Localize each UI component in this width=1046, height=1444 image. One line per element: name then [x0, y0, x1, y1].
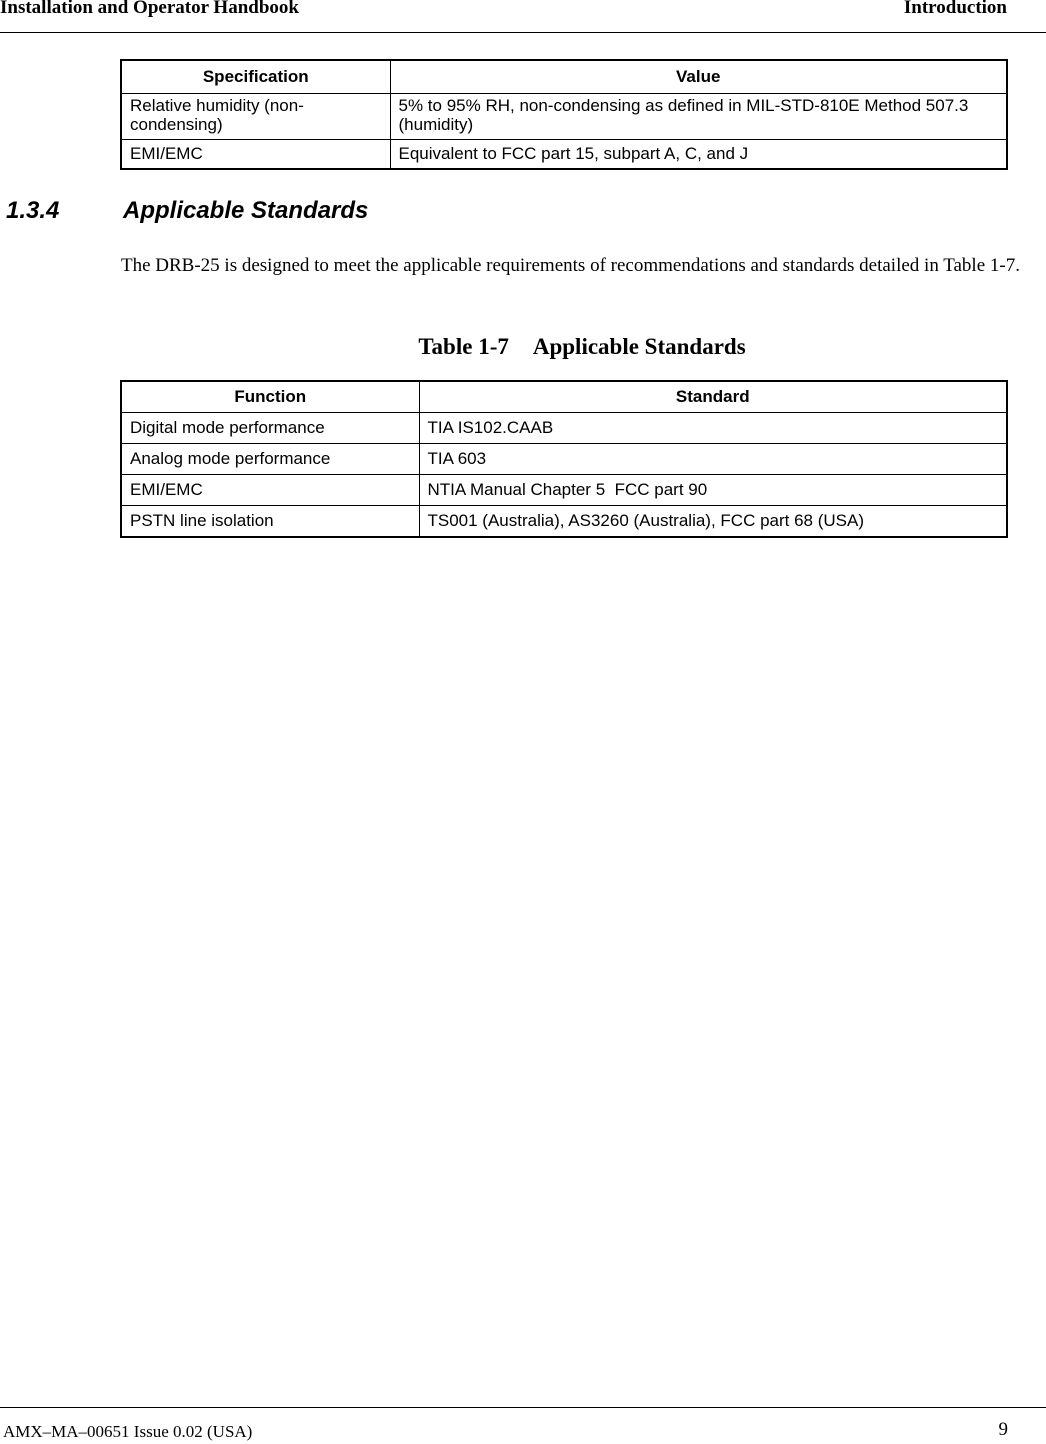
table-cell: Analog mode performance — [121, 444, 419, 475]
table-row — [121, 475, 1007, 506]
page-footer — [0, 1407, 1046, 1444]
table-row — [121, 94, 1007, 140]
environmental-spec-table — [120, 59, 1008, 170]
table-row — [121, 444, 1007, 475]
table-cell: PSTN line isolation — [121, 506, 419, 538]
table-cell: TIA 603 — [419, 444, 1007, 475]
table-row — [121, 413, 1007, 444]
caption-number: Table 1-7 — [418, 334, 509, 359]
header-chapter-title: Introduction — [903, 0, 1007, 18]
page-header — [0, 0, 1046, 33]
column-header-specification: Specification — [121, 60, 390, 94]
table-cell: TS001 (Australia), AS3260 (Australia), FCC part 68 (USA) — [419, 506, 1007, 538]
table-header-row — [121, 381, 1007, 413]
table-cell: 5% to 95% RH, non-condensing as defined in MIL-STD-810E Method 507.3 (humidity) — [390, 94, 1007, 140]
section-title: Applicable Standards — [123, 197, 369, 224]
table-cell: EMI/EMC — [121, 475, 419, 506]
table-cell: EMI/EMC — [121, 140, 390, 170]
table-cell: Relative humidity (non-condensing) — [121, 94, 390, 140]
column-header-value: Value — [390, 60, 1007, 94]
page-number: 9 — [998, 1419, 1008, 1440]
body-paragraph: The DRB-25 is designed to meet the applicable requirements of recommendations and standards detailed in Table 1-7. — [121, 255, 1020, 276]
header-document-title: Installation and Operator Handbook — [0, 0, 299, 18]
caption-title: Applicable Standards — [532, 334, 746, 359]
table-cell: Digital mode performance — [121, 413, 419, 444]
table-header-row — [121, 60, 1007, 94]
table-cell: NTIA Manual Chapter 5 FCC part 90 — [419, 475, 1007, 506]
table-row — [121, 506, 1007, 538]
footer-document-id: AMX–MA–00651 Issue 0.02 (USA) — [3, 1422, 253, 1441]
table-row — [121, 140, 1007, 170]
column-header-function: Function — [121, 381, 419, 413]
table-caption — [0, 334, 1046, 360]
column-header-standard: Standard — [419, 381, 1007, 413]
section-number: 1.3.4 — [6, 197, 60, 224]
table-cell: Equivalent to FCC part 15, subpart A, C, and J — [390, 140, 1007, 170]
applicable-standards-table — [120, 380, 1008, 538]
section-heading — [6, 197, 368, 225]
table-cell: TIA IS102.CAAB — [419, 413, 1007, 444]
